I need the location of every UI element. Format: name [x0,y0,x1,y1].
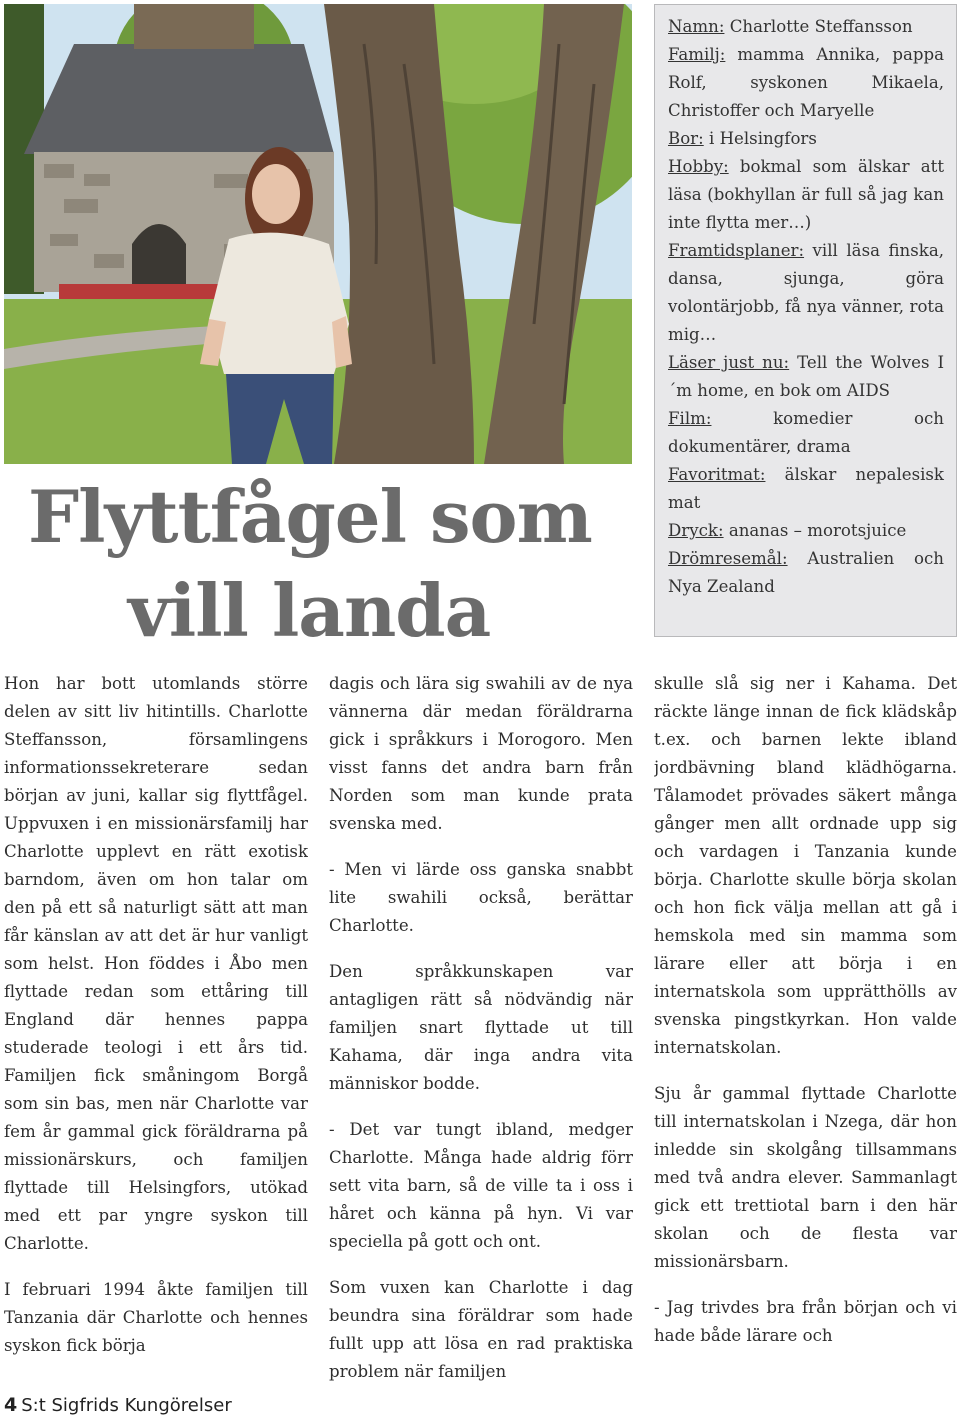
article-column-3 [654,670,957,1392]
headline-line-2: vill landa [128,568,491,653]
paragraph: Hon har bott utomlands större delen av sitt liv hitintills. Charlotte Steffansson, församlingens informationssekreterare sedan början av juni, kallar sig flyttfågel. Uppvuxen i en missionärsfamilj har Charlotte upplevt en rätt exotisk barndom, även om hon talar om den på ett så naturligt sätt att man får känslan av att det är hur vanligt som helst. Hon föddes i Åbo men flyttade redan som ettåring till England där hennes pappa studerade teologi i ett års tid. Familjen fick småningom Borgå som sin bas, men när Charlotte var fem år gammal gick föräldrarna på missionärskurs, och familjen flyttade till Helsingfors, utökad med ett par yngre syskon till Charlotte. [4,674,308,1253]
page-number: 4 [4,1394,18,1416]
paragraph: Den språkkunskapen var antagligen rätt så nödvändig när familjen snart flyttade ut till Kahama, där inga andra vita människor bodde. [329,962,633,1093]
paragraph: Som vuxen kan Charlotte i dag beundra sina föräldrar som hade fullt upp att lösa en rad praktiska problem när familjen [329,1278,633,1381]
fact-favorite-food: Favoritmat: älskar nepalesisk mat [668,465,944,512]
paragraph: skulle slå sig ner i Kahama. Det räckte länge innan de fick klädskåp t.ex. och barnen lekte ibland jordbävning bland klädhögarna. Tålamodet prövades säkert många gånger men allt ordnade upp sig och vardagen i Tanzania kunde börja. Charlotte skulle börja skolan och hon fick välja mellan att gå i hemskola med sin mamma som lärare eller att börja i en internatskola som upprätthölls av svenska pingstkyrkan. Hon valde internatskolan. [654,674,957,1057]
article-column-2 [329,670,633,1392]
paragraph: - Det var tungt ibland, medger Charlotte. Många hade aldrig förr sett vita barn, så de ville ta i oss i håret och känna på hyn. Vi var speciella på gott och ont. [329,1120,633,1251]
publication-name: S:t Sigfrids Kungörelser [21,1395,232,1416]
paragraph: - Men vi lärde oss ganska snabbt lite swahili också, berättar Charlotte. [329,860,633,935]
fact-box [654,4,957,637]
fact-dream-destination: Drömresemål: Australien och Nya Zealand [668,549,944,596]
fact-hobby: Hobby: bokmal som älskar att läsa (bokhyllan är full så jag kan inte flytta mer…) [668,157,944,232]
fact-film: Film: komedier och dokumentärer, drama [668,409,944,456]
paragraph: dagis och lära sig swahili av de nya vännerna där medan föräldrarna gick i språkkurs i Morogoro. Men visst fanns det andra barn från Norden som man kunde prata svenska med. [329,674,633,833]
fact-future-plans: Framtidsplaner: vill läsa finska, dansa, sjunga, göra volontärjobb, få nya vänner, rota mig… [668,241,944,344]
page-footer [4,1392,232,1418]
fact-name: Namn: Charlotte Steffansson [668,17,913,36]
fact-residence: Bor: i Helsingfors [668,129,817,148]
photo-illustration [4,4,632,464]
paragraph: I februari 1994 åkte familjen till Tanzania där Charlotte och hennes syskon fick börja [4,1280,308,1355]
headline-line-1: Flyttfågel som [28,474,592,559]
article-photo [4,4,632,464]
paragraph: Sju år gammal flyttade Charlotte till internatskolan i Nzega, där hon inledde sin skolgång tillsammans med två andra elever. Sammanlagt gick ett trettiotal barn i den här skolan och de flesta var missionärsbarn. [654,1084,957,1271]
fact-reading-now: Läser just nu: Tell the Wolves I´m home, en bok om AIDS [668,353,944,400]
paragraph: - Jag trivdes bra från början och vi hade både lärare och [654,1298,957,1345]
fact-drink: Dryck: ananas – morotsjuice [668,521,907,540]
fact-family: Familj: mamma Annika, pappa Rolf, syskonen Mikaela, Christoffer och Maryelle [668,45,944,120]
article-headline [4,470,632,658]
article-column-1 [4,670,308,1392]
